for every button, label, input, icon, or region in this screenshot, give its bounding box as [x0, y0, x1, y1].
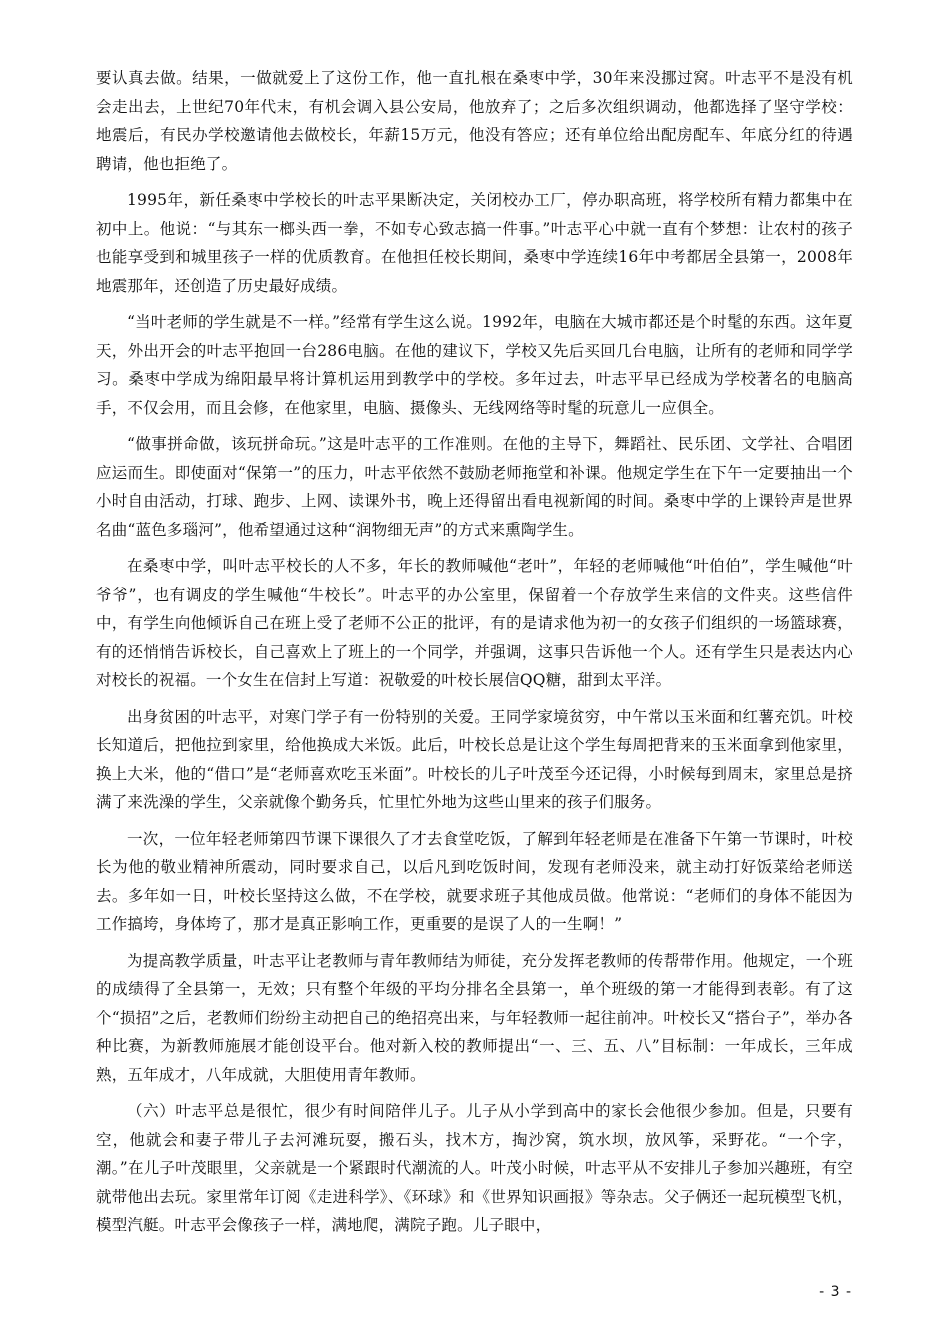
paragraph-7: 一次，一位年轻老师第四节课下课很久了才去食堂吃饭，了解到年轻老师是在准备下午第一节课时，叶校长为他的敬业精神所震动，同时要求自己，以后凡到吃饭时间，发现有老师没来，就主动打好饭菜给老师送去。多年如一日，叶校长坚持这么做，不在学校，就要求班子其他成员做。他常说：“老师们的身体不能因为工作搞垮，身体垮了，那才是真正影响工作，更重要的是误了人的一生啊！” — [96, 829, 853, 933]
paragraph-6: 出身贫困的叶志平，对寒门学子有一份特别的关爱。王同学家境贫穷，中午常以玉米面和红薯充饥。叶校长知道后，把他拉到家里，给他换成大米饭。此后，叶校长总是让这个学生每周把背来的玉米面拿到他家里，换上大米，他的“借口”是“老师喜欢吃玉米面”。叶校长的儿子叶茂至今还记得，小时候每到周末，家里总是挤满了来洗澡的学生，父亲就像个勤务兵，忙里忙外地为这些山里来的孩子们服务。 — [96, 707, 853, 811]
paragraph-5: 在桑枣中学，叫叶志平校长的人不多，年长的教师喊他“老叶”，年轻的老师喊他“叶伯伯”，学生喊他“叶爷爷”，也有调皮的学生喊他“牛校长”。叶志平的办公室里，保留着一个存放学生来信的文件夹。这些信件中，有学生向他倾诉自己在班上受了老师不公正的批评，有的是请求他为初一的女孩子们组织的一场篮球赛，有的还悄悄告诉校长，自己喜欢上了班上的一个同学，并强调，这事只告诉他一个人。还有学生只是表达内心对校长的祝福。一个女生在信封上写道：祝敬爱的叶校长展信QQ糖，甜到太平洋。 — [96, 557, 853, 689]
paragraph-2: 1995年，新任桑枣中学校长的叶志平果断决定，关闭校办工厂，停办职高班，将学校所有精力都集中在初中上。他说：“与其东一榔头西一拳，不如专心致志搞一件事。”叶志平心中就一直有个梦想：让农村的孩子也能享受到和城里孩子一样的优质教育。在他担任校长期间，桑枣中学连续16年中考都居全县第一，2008年地震那年，还创造了历史最好成绩。 — [96, 191, 853, 295]
paragraph-1: 要认真去做。结果，一做就爱上了这份工作，他一直扎根在桑枣中学，30年来没挪过窝。叶志平不是没有机会走出去，上世纪70年代末，有机会调入县公安局，他放弃了；之后多次组织调动，他都选择了坚守学校：地震后，有民办学校邀请他去做校长，年薪15万元，他没有答应；还有单位给出配房配车、年底分红的待遇聘请，他也拒绝了。 — [96, 69, 853, 173]
paragraph-3: “当叶老师的学生就是不一样。”经常有学生这么说。1992年，电脑在大城市都还是个时髦的东西。这年夏天，外出开会的叶志平抱回一台286电脑。在他的建议下，学校又先后买回几台电脑，让所有的老师和同学学习。桑枣中学成为绵阳最早将计算机运用到教学中的学校。多年过去，叶志平早已经成为学校著名的电脑高手，不仅会用，而且会修，在他家里，电脑、摄像头、无线网络等时髦的玩意儿一应俱全。 — [96, 313, 853, 417]
page-number: - 3 - — [819, 1284, 852, 1300]
document-body — [96, 64, 853, 1248]
paragraph-9: （六）叶志平总是很忙，很少有时间陪伴儿子。儿子从小学到高中的家长会他很少参加。但是，只要有空，他就会和妻子带儿子去河滩玩耍，搬石头，找木方，掏沙窝，筑水坝，放风筝，采野花。“一个字，潮。”在儿子叶茂眼里，父亲就是一个紧跟时代潮流的人。叶茂小时候，叶志平从不安排儿子参加兴趣班，有空就带他出去玩。家里常年订阅《走进科学》、《环球》和《世界知识画报》等杂志。父子俩还一起玩模型飞机，模型汽艇。叶志平会像孩子一样，满地爬，满院子跑。儿子眼中， — [96, 1102, 853, 1234]
paragraph-8: 为提高教学质量，叶志平让老教师与青年教师结为师徒，充分发挥老教师的传帮带作用。他规定，一个班的成绩得了全县第一，无效；只有整个年级的平均分排名全县第一，单个班级的第一才能得到表彰。有了这个“损招”之后，老教师们纷纷主动把自己的绝招亮出来，与年轻教师一起往前冲。叶校长又“搭台子”，举办各种比赛，为新教师施展才能创设平台。他对新入校的教师提出“一、三、五、八”目标制：一年成长，三年成熟，五年成才，八年成就，大胆使用青年教师。 — [96, 951, 853, 1084]
paragraph-4: “做事拼命做，该玩拼命玩。”这是叶志平的工作准则。在他的主导下，舞蹈社、民乐团、文学社、合唱团应运而生。即使面对“保第一”的压力，叶志平依然不鼓励老师拖堂和补课。他规定学生在下午一定要抽出一个小时自由活动，打球、跑步、上网、读课外书，晚上还得留出看电视新闻的时间。桑枣中学的上课铃声是世界名曲“蓝色多瑙河”，他希望通过这种“润物细无声”的方式来熏陶学生。 — [96, 435, 853, 539]
